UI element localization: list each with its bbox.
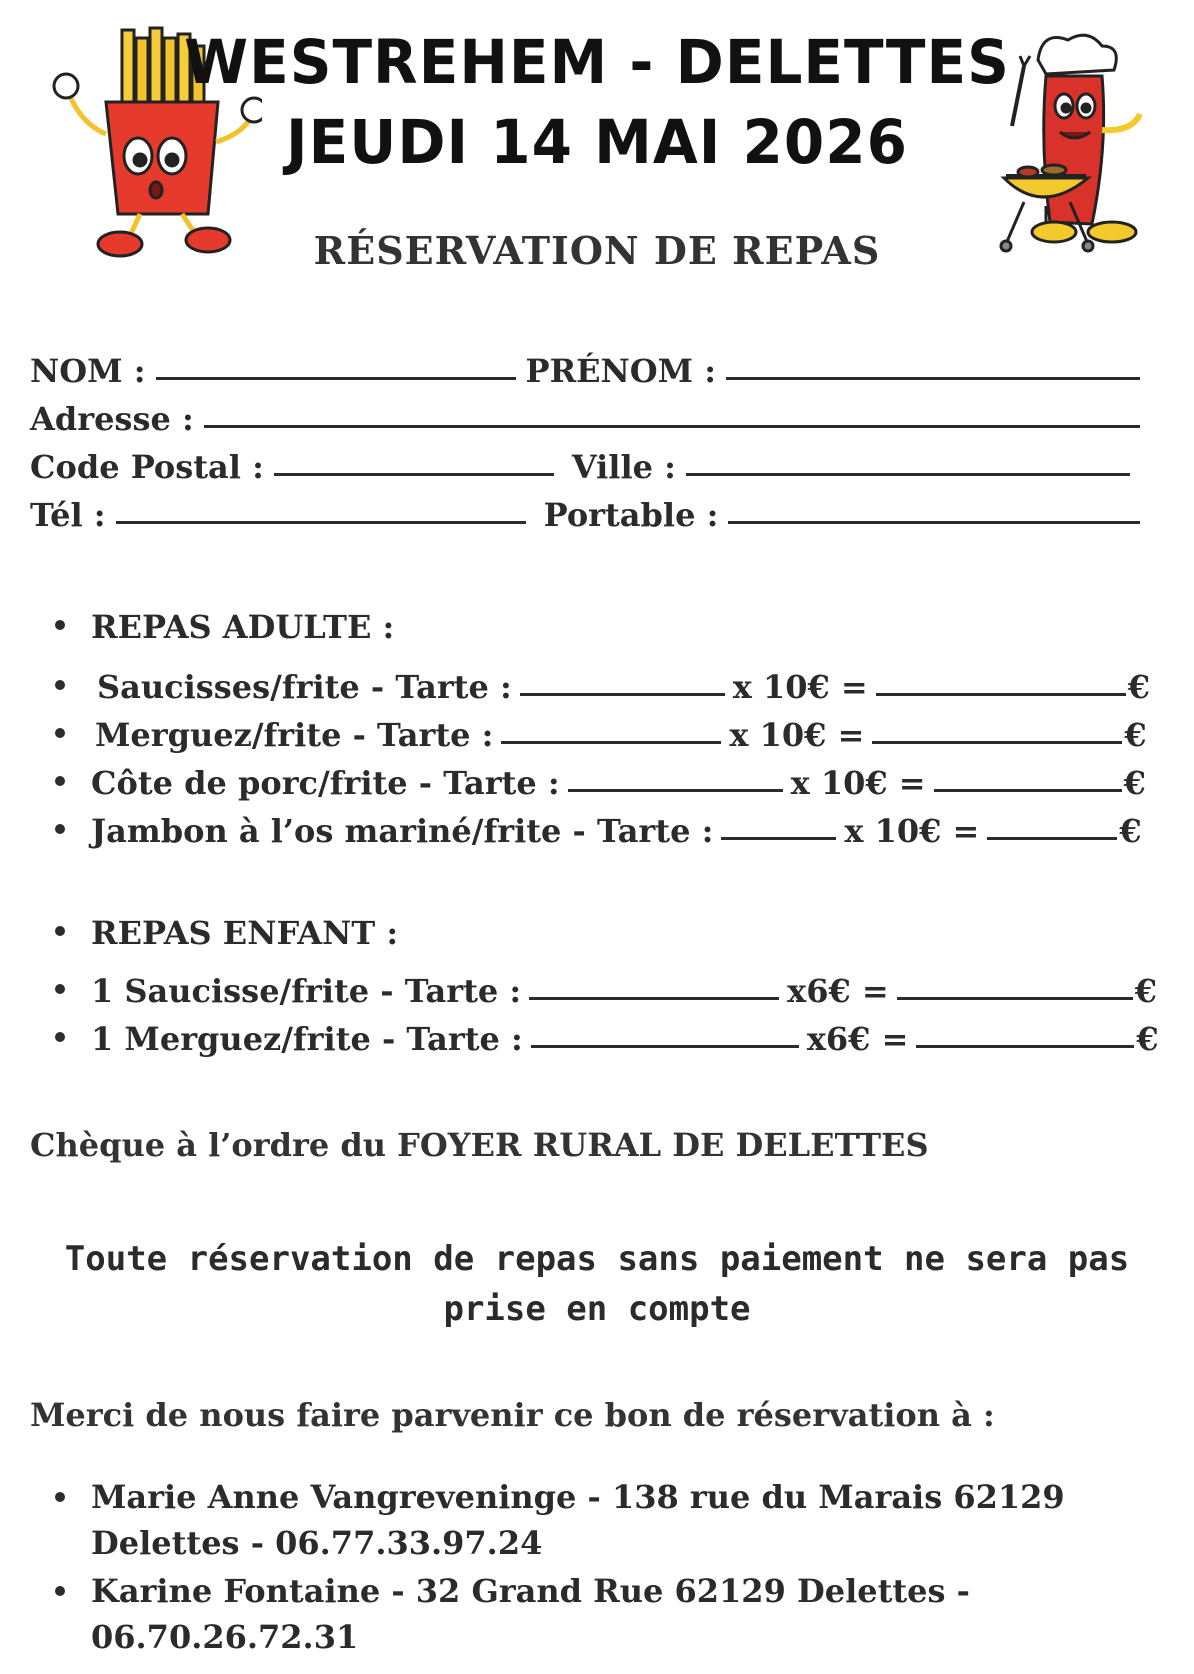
send-instructions: Merci de nous faire parvenir ce bon de réservation à :	[30, 1396, 995, 1434]
contact-item-1	[55, 1474, 1155, 1566]
adult-item-4	[55, 804, 1165, 850]
meal-label: 1 Merguez/frite - Tarte :	[91, 1020, 523, 1058]
contact-item-2	[55, 1568, 1155, 1660]
quantity-field[interactable]	[529, 997, 779, 1000]
adult-item-2	[55, 708, 1165, 754]
name-row	[30, 340, 1140, 390]
contact-text: Marie Anne Vangreveninge - 138 rue du Marais 62129 Delettes - 06.77.33.97.24	[91, 1478, 1065, 1562]
adult-item-1	[55, 660, 1165, 706]
nom-label: NOM :	[30, 352, 146, 390]
contact-text: Karine Fontaine - 32 Grand Rue 62129 Delettes - 06.70.26.72.31	[91, 1572, 970, 1656]
euro-unit: €	[1127, 668, 1150, 706]
bullet-icon	[55, 1032, 65, 1042]
total-field[interactable]	[987, 837, 1117, 840]
adresse-field[interactable]	[204, 425, 1140, 428]
address-row	[30, 388, 1140, 438]
form-subtitle: RÉSERVATION DE REPAS	[313, 228, 881, 273]
euro-unit: €	[1123, 764, 1146, 802]
total-field[interactable]	[897, 997, 1133, 1000]
ville-field[interactable]	[686, 473, 1130, 476]
portable-label: Portable :	[543, 496, 719, 534]
code-postal-field[interactable]	[274, 473, 554, 476]
total-field[interactable]	[876, 693, 1126, 696]
city-row	[30, 436, 1140, 486]
child-item-1	[55, 964, 1165, 1010]
total-field[interactable]	[934, 789, 1122, 792]
adult-heading-text: REPAS ADULTE :	[91, 608, 395, 646]
prenom-field[interactable]	[726, 377, 1140, 380]
portable-field[interactable]	[728, 521, 1140, 524]
bullet-icon	[55, 776, 65, 786]
bullet-icon	[55, 984, 65, 994]
euro-unit: €	[1119, 812, 1142, 850]
meal-label: Saucisses/frite - Tarte :	[97, 668, 512, 706]
quantity-field[interactable]	[721, 837, 836, 840]
quantity-field[interactable]	[520, 693, 725, 696]
prenom-label: PRÉNOM :	[525, 352, 717, 390]
meal-price: x 10€ =	[790, 764, 926, 802]
total-field[interactable]	[916, 1045, 1134, 1048]
child-heading	[55, 906, 398, 952]
quantity-field[interactable]	[531, 1045, 799, 1048]
event-location-title: WESTREHEM - DELETTES	[184, 26, 1010, 98]
bullet-icon	[55, 926, 65, 936]
tel-field[interactable]	[116, 521, 526, 524]
euro-unit: €	[1136, 1020, 1159, 1058]
meal-label: Jambon à l’os mariné/frite - Tarte :	[91, 812, 714, 850]
meal-price: x6€ =	[787, 972, 889, 1010]
bullet-icon	[55, 824, 65, 834]
meal-price: x 10€ =	[732, 668, 868, 706]
meal-price: x 10€ =	[844, 812, 980, 850]
meal-label: Merguez/frite - Tarte :	[95, 716, 494, 754]
meal-label: 1 Saucisse/frite - Tarte :	[91, 972, 522, 1010]
event-date-title: JEUDI 14 MAI 2026	[286, 106, 908, 178]
ville-label: Ville :	[571, 448, 676, 486]
adult-heading	[55, 600, 394, 646]
child-heading-text: REPAS ENFANT :	[91, 914, 399, 952]
code-postal-label: Code Postal :	[30, 448, 264, 486]
child-item-2	[55, 1012, 1165, 1058]
bullet-icon	[55, 728, 65, 738]
meal-price: x6€ =	[806, 1020, 909, 1058]
phone-row	[30, 484, 1140, 534]
cheque-instructions: Chèque à l’ordre du FOYER RURAL DE DELETTES	[30, 1126, 929, 1164]
bullet-icon	[55, 1586, 65, 1596]
bullet-icon	[55, 680, 65, 690]
total-field[interactable]	[872, 741, 1122, 744]
quantity-field[interactable]	[501, 741, 721, 744]
bullet-icon	[55, 620, 65, 630]
adult-item-3	[55, 756, 1165, 802]
meal-price: x 10€ =	[729, 716, 865, 754]
quantity-field[interactable]	[568, 789, 783, 792]
adresse-label: Adresse :	[30, 400, 194, 438]
tel-label: Tél :	[30, 496, 106, 534]
nom-field[interactable]	[156, 377, 516, 380]
bullet-icon	[55, 1492, 65, 1502]
euro-unit: €	[1124, 716, 1147, 754]
payment-warning: Toute réservation de repas sans paiement ne sera pas prise en compte	[64, 1239, 1130, 1329]
euro-unit: €	[1134, 972, 1157, 1010]
meal-label: Côte de porc/frite - Tarte :	[91, 764, 560, 802]
